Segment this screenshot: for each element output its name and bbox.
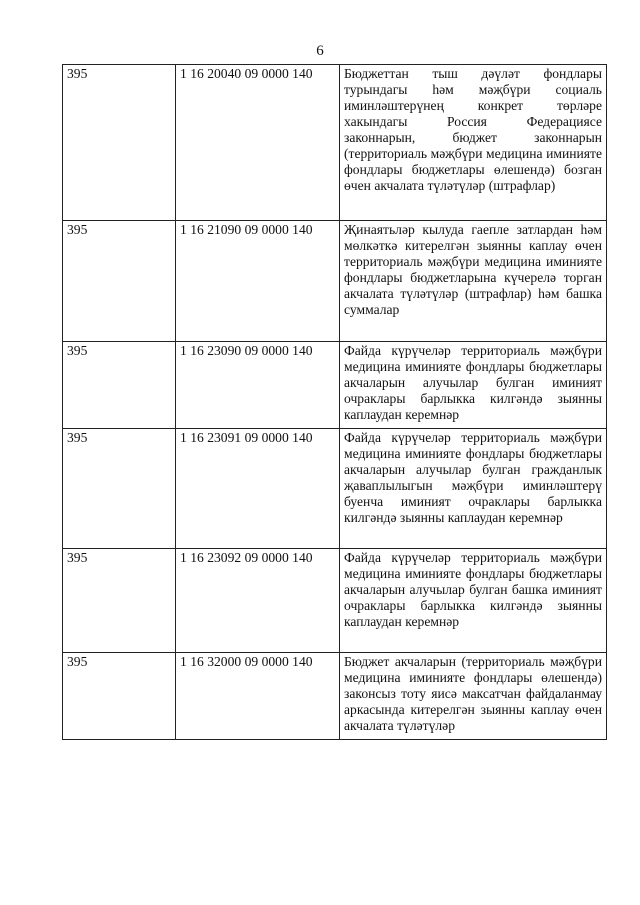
description-cell: Файда күрүчеләр территориаль мәҗбүри медицина иминияте фондлары бюджетлары акчаларын алучылар булган гражданлык җаваплылыгын мәҗбүри иминләштерү буенча иминият очраклары барлыкка килгәндә зыянны каплаудан керемнәр [340, 429, 607, 549]
table-row [63, 221, 607, 342]
admin-code-cell: 395 [63, 429, 176, 549]
budget-code-cell: 1 16 23091 09 0000 140 [176, 429, 340, 549]
budget-code-cell: 1 16 23090 09 0000 140 [176, 342, 340, 429]
admin-code-cell: 395 [63, 653, 176, 740]
admin-code-cell: 395 [63, 221, 176, 342]
table-row [63, 549, 607, 653]
table-row [63, 65, 607, 221]
admin-code-cell: 395 [63, 342, 176, 429]
admin-code-cell: 395 [63, 549, 176, 653]
revenue-codes-table [62, 64, 607, 740]
admin-code-cell: 395 [63, 65, 176, 221]
budget-code-cell: 1 16 20040 09 0000 140 [176, 65, 340, 221]
page-number: 6 [316, 43, 324, 59]
description-cell: Бюджет акчаларын (территориаль мәҗбүри медицина иминияте фондлары өлешендә) законсыз тоту яисә максатчан файдаланмау аркасында китерелгән зыянны каплау өчен акчалата түләтүләр [340, 653, 607, 740]
description-cell: Бюджеттан тыш дәүләт фондлары турындагы һәм мәҗбүри социаль иминләштерүнең конкрет төрләре хакындагы Россия Федерациясе законнарын, бюджет законнарын (территориаль мәҗбүри медицина иминияте фондлары бюджетлары өлешендә) бозган өчен акчалата түләтүләр (штрафлар) [340, 65, 607, 221]
description-cell: Җинаятьләр кылуда гаепле затлардан һәм мөлкәткә китерелгән зыянны каплау өчен территориаль мәҗбүри медицина иминияте фондлары бюджетларына күчерелә торган акчалата түләтүләр (штрафлар) һәм башка суммалар [340, 221, 607, 342]
table-row [63, 429, 607, 549]
description-cell: Файда күрүчеләр территориаль мәҗбүри медицина иминияте фондлары бюджетлары акчаларын алучылар булган башка иминият очраклары барлыкка килгәндә зыянны каплаудан керемнәр [340, 549, 607, 653]
budget-code-cell: 1 16 21090 09 0000 140 [176, 221, 340, 342]
budget-code-cell: 1 16 32000 09 0000 140 [176, 653, 340, 740]
table-row [63, 342, 607, 429]
description-cell: Файда күрүчеләр территориаль мәҗбүри медицина иминияте фондлары бюджетлары акчаларын алучылар булган иминият очраклары барлыкка килгәндә зыянны каплаудан керемнәр [340, 342, 607, 429]
budget-code-cell: 1 16 23092 09 0000 140 [176, 549, 340, 653]
table-row [63, 653, 607, 740]
